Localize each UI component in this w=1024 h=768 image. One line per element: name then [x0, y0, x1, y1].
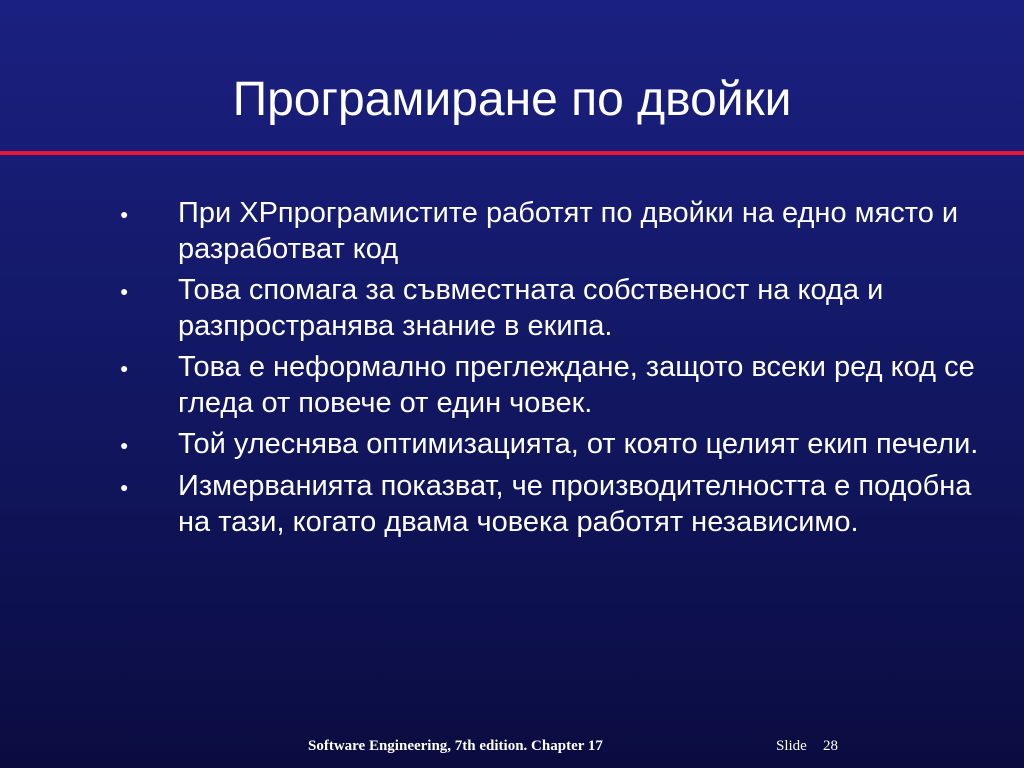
bullet-marker: ●	[120, 283, 129, 299]
bullet-marker: ●	[120, 437, 129, 453]
bullet-marker: ●	[120, 360, 129, 376]
bullet-text: Измерванията показват, че производителността е подобна на тази, когато двама човека работят независимо.	[178, 470, 972, 538]
bullet-text: Това спомага за съвместната собственост на кода и разпространява знание в екипа.	[178, 274, 884, 342]
bullet-item	[120, 195, 990, 267]
slide-title: Програмиране по двойки	[232, 73, 792, 126]
bullet-item	[120, 426, 990, 463]
slide-number: 28	[823, 738, 838, 754]
bullet-text: Той улеснява оптимизацията, от която целият екип печели.	[178, 428, 979, 460]
footer-source: Software Engineering, 7th edition. Chapter 17	[308, 738, 603, 754]
slide-label: Slide	[776, 738, 807, 754]
bullet-text: Това е неформално преглеждане, защото всеки ред код се гледа от повече от един човек.	[178, 351, 975, 419]
bullet-item	[120, 272, 990, 344]
bullet-marker: ●	[120, 479, 129, 495]
bullet-list	[120, 195, 990, 545]
title-divider	[0, 151, 1024, 155]
bullet-item	[120, 349, 990, 421]
bullet-text: При XPпрограмистите работят по двойки на едно място и разработват код	[178, 197, 959, 265]
bullet-item	[120, 468, 990, 540]
bullet-marker: ●	[120, 206, 129, 222]
